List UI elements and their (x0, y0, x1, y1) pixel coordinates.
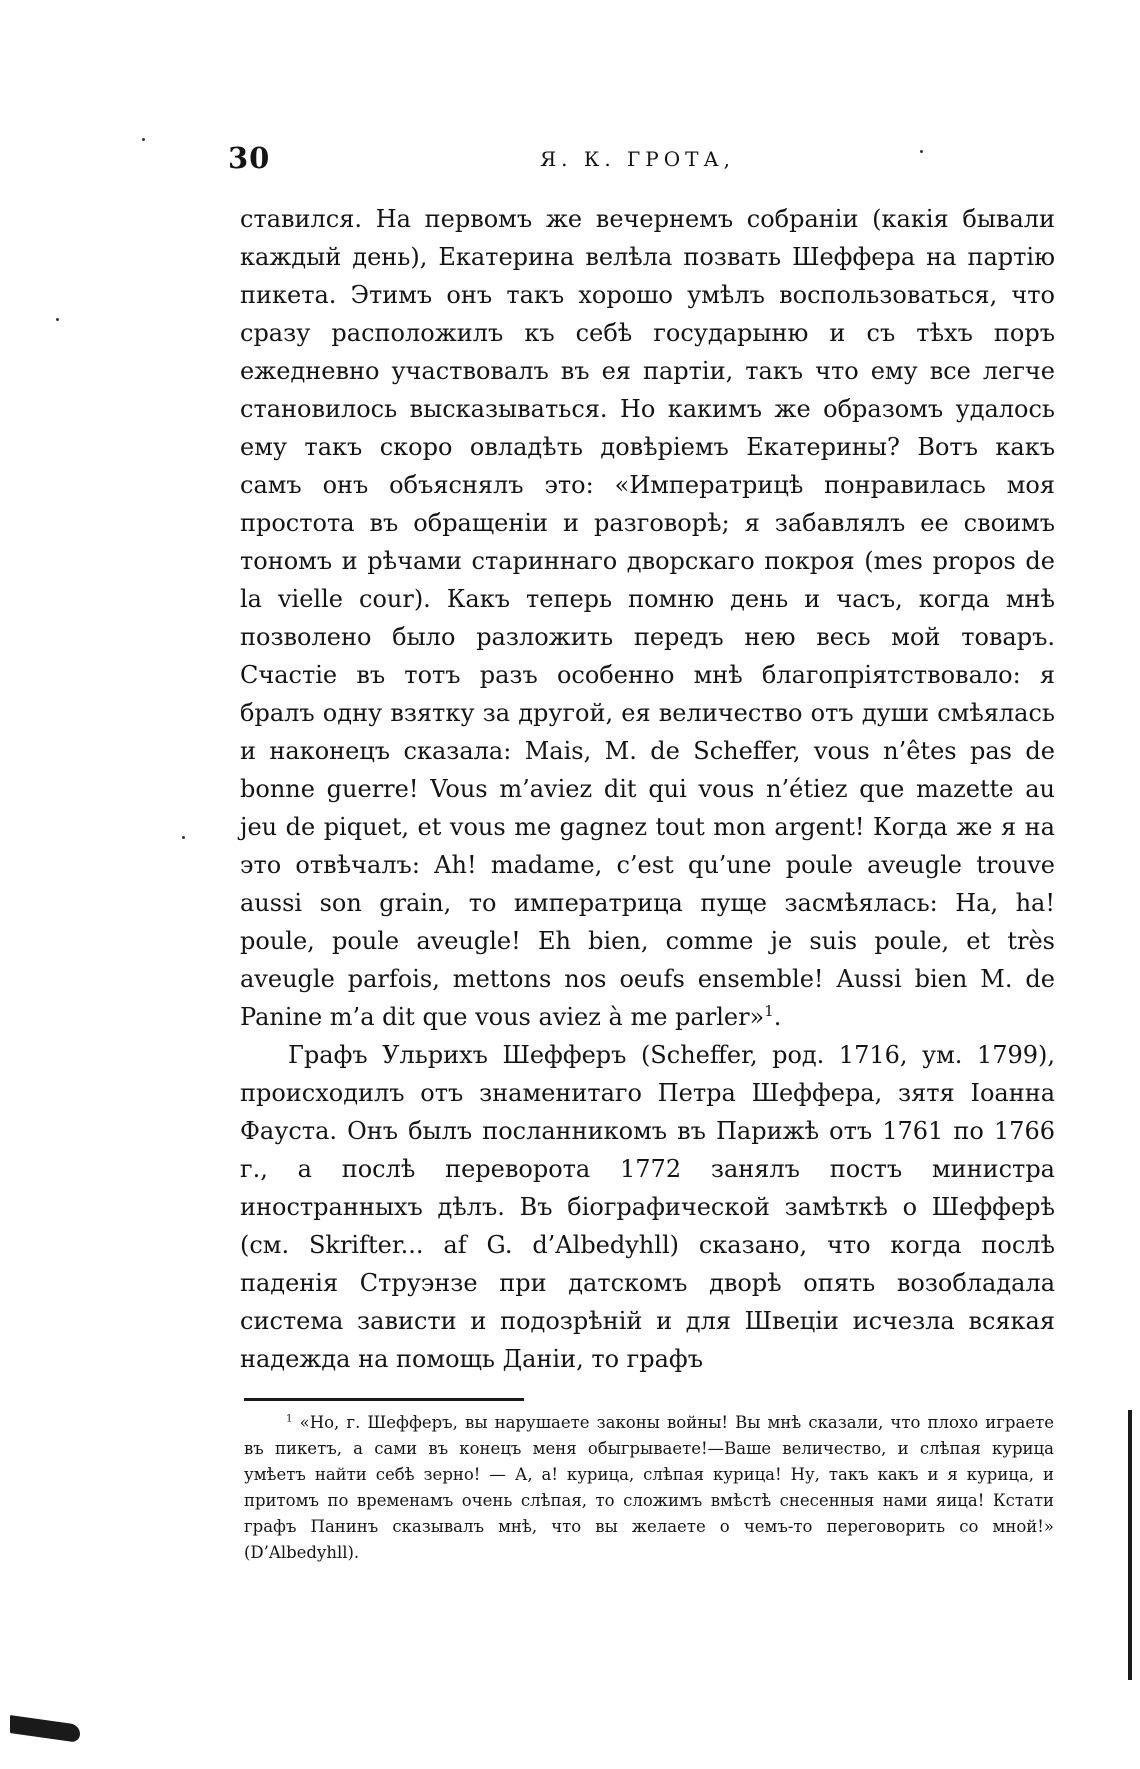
paragraph-text: ставился. На первомъ же вечернемъ собраніи (какія бывали каждый день), Екатерина велѣла позвать Шеффера на партію пикета. Этимъ онъ такъ хорошо умѣлъ воспользоваться, что сразу расположилъ къ себѣ государыню и съ тѣхъ поръ ежедневно участвовалъ въ ея партіи, такъ что ему все легче становилось высказываться. Но какимъ же образомъ удалось ему такъ скоро овладѣть довѣріемъ Екатерины? Вотъ какъ самъ онъ объяснялъ это: «Императрицѣ понравилась моя простота въ обращеніи и разговорѣ; я забавлялъ ее своимъ тономъ и рѣчами стариннаго дворскаго покроя (mes propos de la vielle cour). Какъ теперь помню день и часъ, когда мнѣ позволено было разложить передъ нею весь мой товаръ. Счастіе въ тотъ разъ особенно мнѣ благопріятствовало: я бралъ одну взятку за другой, ея величество отъ души смѣялась и наконецъ сказала: Mais, M. de Scheffer, vous n’êtes pas de bonne guerre! Vous m’aviez dit qui vous n’étiez que mazette au jeu de piquet, et vous me gagnez tout mon argent! Когда же я на это отвѣчалъ: Ah! madame, c’est qu’une poule aveugle trouve aussi son grain, то императрица пуще засмѣялась: Ha, ha! poule, poule aveugle! Eh bien, comme je suis poule, et très aveugle parfois, mettons nos oeufs ensemble! Aussi bien M. de Panine m’a dit que vous aviez à me parler» (240, 205, 1055, 1031)
main-text (240, 200, 1055, 1378)
footnote (244, 1410, 1054, 1566)
footnote-divider (244, 1398, 524, 1401)
scan-speck (142, 138, 145, 141)
page-number: 30 (228, 141, 271, 175)
scan-artifact-edge (1128, 1410, 1132, 1680)
paragraph-end-punctuation: . (773, 1003, 782, 1031)
scan-speck (56, 318, 59, 321)
footnote-reference: 1 (764, 1002, 774, 1020)
footnote-marker: 1 (286, 1413, 293, 1425)
scan-speck (920, 150, 923, 153)
scan-speck (182, 836, 185, 839)
paragraph (240, 200, 1055, 1036)
footnote-text: «Но, г. Шефферъ, вы нарушаете законы войны! Вы мнѣ сказали, что плохо играете въ пикетъ, а сами въ конецъ меня обыгрываете!—Ваше величество, и слѣпая курица умѣетъ найти себѣ зерно! — А, а! курица, слѣпая курица! Ну, такъ какъ и я курица, и притомъ по временамъ очень слѣпая, то сложимъ вмѣстѣ снесенныя нами яица! Кстати графъ Панинъ сказывалъ мнѣ, что вы желаете о чемъ-то переговорить со мной!» (D’Albedyhll). (244, 1413, 1054, 1562)
paragraph: Графъ Ульрихъ Шефферъ (Scheffer, род. 1716, ум. 1799), происходилъ отъ знаменитаго Петра Шеффера, зятя Іоанна Фауста. Онъ былъ посланникомъ въ Парижѣ отъ 1761 по 1766 г., а послѣ переворота 1772 занялъ постъ министра иностранныхъ дѣлъ. Въ біографической замѣткѣ о Шефферѣ (см. Skrifter... af G. d’Albedyhll) сказано, что когда послѣ паденія Струэнзе при датскомъ дворѣ опять возобладала система зависти и подозрѣній и для Швеціи исчезла всякая надежда на помощь Даніи, то графъ (240, 1041, 1055, 1373)
running-head: Я. К. ГРОТА, (540, 147, 735, 171)
scan-artifact-mark (10, 1715, 80, 1743)
footnotes (244, 1410, 1054, 1566)
